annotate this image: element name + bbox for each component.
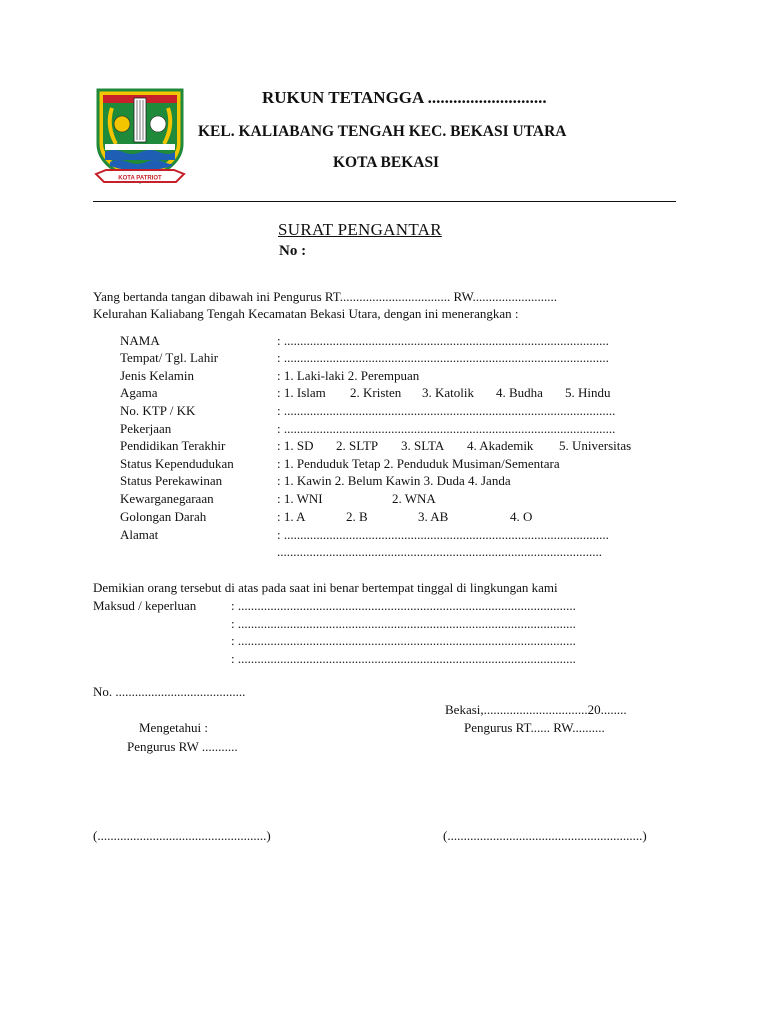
right-signature-name[interactable]: (............................................................) — [443, 828, 647, 843]
field-label-status-perkawinan: Status Perekawinan — [120, 473, 223, 488]
kewarganegaraan-option-wni[interactable]: : 1. WNI — [277, 491, 323, 506]
field-label-golongan-darah: Golongan Darah — [120, 509, 207, 524]
field-value-pekerjaan[interactable]: : ...................................................................................................... — [277, 421, 616, 436]
field-value-alamat-line-2[interactable]: .................................................................................................... — [277, 544, 602, 559]
purpose-line-2[interactable]: : ........................................................................................................ — [231, 616, 576, 631]
right-sign-title: Pengurus RT...... RW.......... — [464, 720, 605, 735]
header-divider — [93, 201, 676, 202]
field-label-ktp-kk: No. KTP / KK — [120, 403, 196, 418]
agama-option-katolik[interactable]: 3. Katolik — [422, 385, 474, 400]
left-signature-name[interactable]: (....................................................) — [93, 828, 271, 843]
field-value-status-kependudukan[interactable]: : 1. Penduduk Tetap 2. Penduduk Musiman/Sementara — [277, 456, 560, 471]
field-label-status-kependudukan: Status Kependudukan — [120, 456, 234, 471]
kewarganegaraan-option-wna[interactable]: 2. WNA — [392, 491, 436, 506]
pendidikan-option-universitas[interactable]: 5. Universitas — [559, 438, 632, 453]
kota-bekasi-emblem — [92, 86, 188, 190]
logo-ribbon-text: KOTA PATRIOT — [118, 175, 162, 182]
field-value-nama[interactable]: : .................................................................................................... — [277, 333, 609, 348]
pendidikan-option-slta[interactable]: 3. SLTA — [401, 438, 445, 453]
header-line-kelurahan: KEL. KALIABANG TENGAH KEC. BEKASI UTARA — [198, 123, 567, 140]
pendidikan-option-sltp[interactable]: 2. SLTP — [336, 438, 379, 453]
field-label-jenis-kelamin: Jenis Kelamin — [120, 368, 195, 383]
golongan-darah-option-a[interactable]: : 1. A — [277, 509, 306, 524]
field-label-kewarganegaraan: Kewarganegaraan — [120, 491, 214, 506]
golongan-darah-option-o[interactable]: 4. O — [510, 509, 533, 524]
golongan-darah-option-b[interactable]: 2. B — [346, 509, 368, 524]
field-label-pekerjaan: Pekerjaan — [120, 421, 172, 436]
purpose-line-4[interactable]: : ........................................................................................................ — [231, 651, 576, 666]
document-number-label: No : — [279, 243, 307, 259]
purpose-label: Maksud / keperluan — [93, 598, 197, 613]
intro-line-2: Kelurahan Kaliabang Tengah Kecamatan Bekasi Utara, dengan ini menerangkan : — [93, 306, 519, 321]
pendidikan-option-sd[interactable]: : 1. SD — [277, 438, 314, 453]
agama-option-budha[interactable]: 4. Budha — [496, 385, 543, 400]
purpose-line-1[interactable]: : ........................................................................................................ — [231, 598, 576, 613]
left-sign-role: Pengurus RW ........... — [127, 739, 238, 754]
statement-text: Demikian orang tersebut di atas pada saat ini benar bertempat tinggal di lingkungan kami — [93, 580, 558, 595]
field-value-jenis-kelamin[interactable]: : 1. Laki-laki 2. Perempuan — [277, 368, 420, 383]
document-title: SURAT PENGANTAR — [278, 220, 442, 239]
field-value-alamat[interactable]: : .................................................................................................... — [277, 527, 609, 542]
header-line-rt: RUKUN TETANGGA ............................ — [262, 88, 547, 107]
agama-option-kristen[interactable]: 2. Kristen — [350, 385, 402, 400]
place-date[interactable]: Bekasi,................................20........ — [445, 702, 627, 717]
purpose-line-3[interactable]: : ........................................................................................................ — [231, 633, 576, 648]
intro-line-1: Yang bertanda tangan dibawah ini Pengurus RT.................................. RW.......................... — [93, 289, 558, 304]
field-label-alamat: Alamat — [120, 527, 159, 542]
pendidikan-option-akademik[interactable]: 4. Akademik — [467, 438, 534, 453]
field-label-nama: NAMA — [120, 333, 160, 348]
field-value-tempat-lahir[interactable]: : .................................................................................................... — [277, 350, 609, 365]
field-label-agama: Agama — [120, 385, 158, 400]
field-value-status-perkawinan[interactable]: : 1. Kawin 2. Belum Kawin 3. Duda 4. Janda — [277, 473, 511, 488]
reference-number[interactable]: No. ........................................ — [93, 684, 246, 699]
agama-option-islam[interactable]: : 1. Islam — [277, 385, 326, 400]
agama-option-hindu[interactable]: 5. Hindu — [565, 385, 611, 400]
left-sign-title: Mengetahui : — [139, 720, 208, 735]
field-label-tempat-lahir: Tempat/ Tgl. Lahir — [120, 350, 219, 365]
golongan-darah-option-ab[interactable]: 3. AB — [418, 509, 449, 524]
field-label-pendidikan: Pendidikan Terakhir — [120, 438, 226, 453]
header-line-kota: KOTA BEKASI — [333, 154, 440, 171]
field-value-ktp-kk[interactable]: : ...................................................................................................... — [277, 403, 616, 418]
